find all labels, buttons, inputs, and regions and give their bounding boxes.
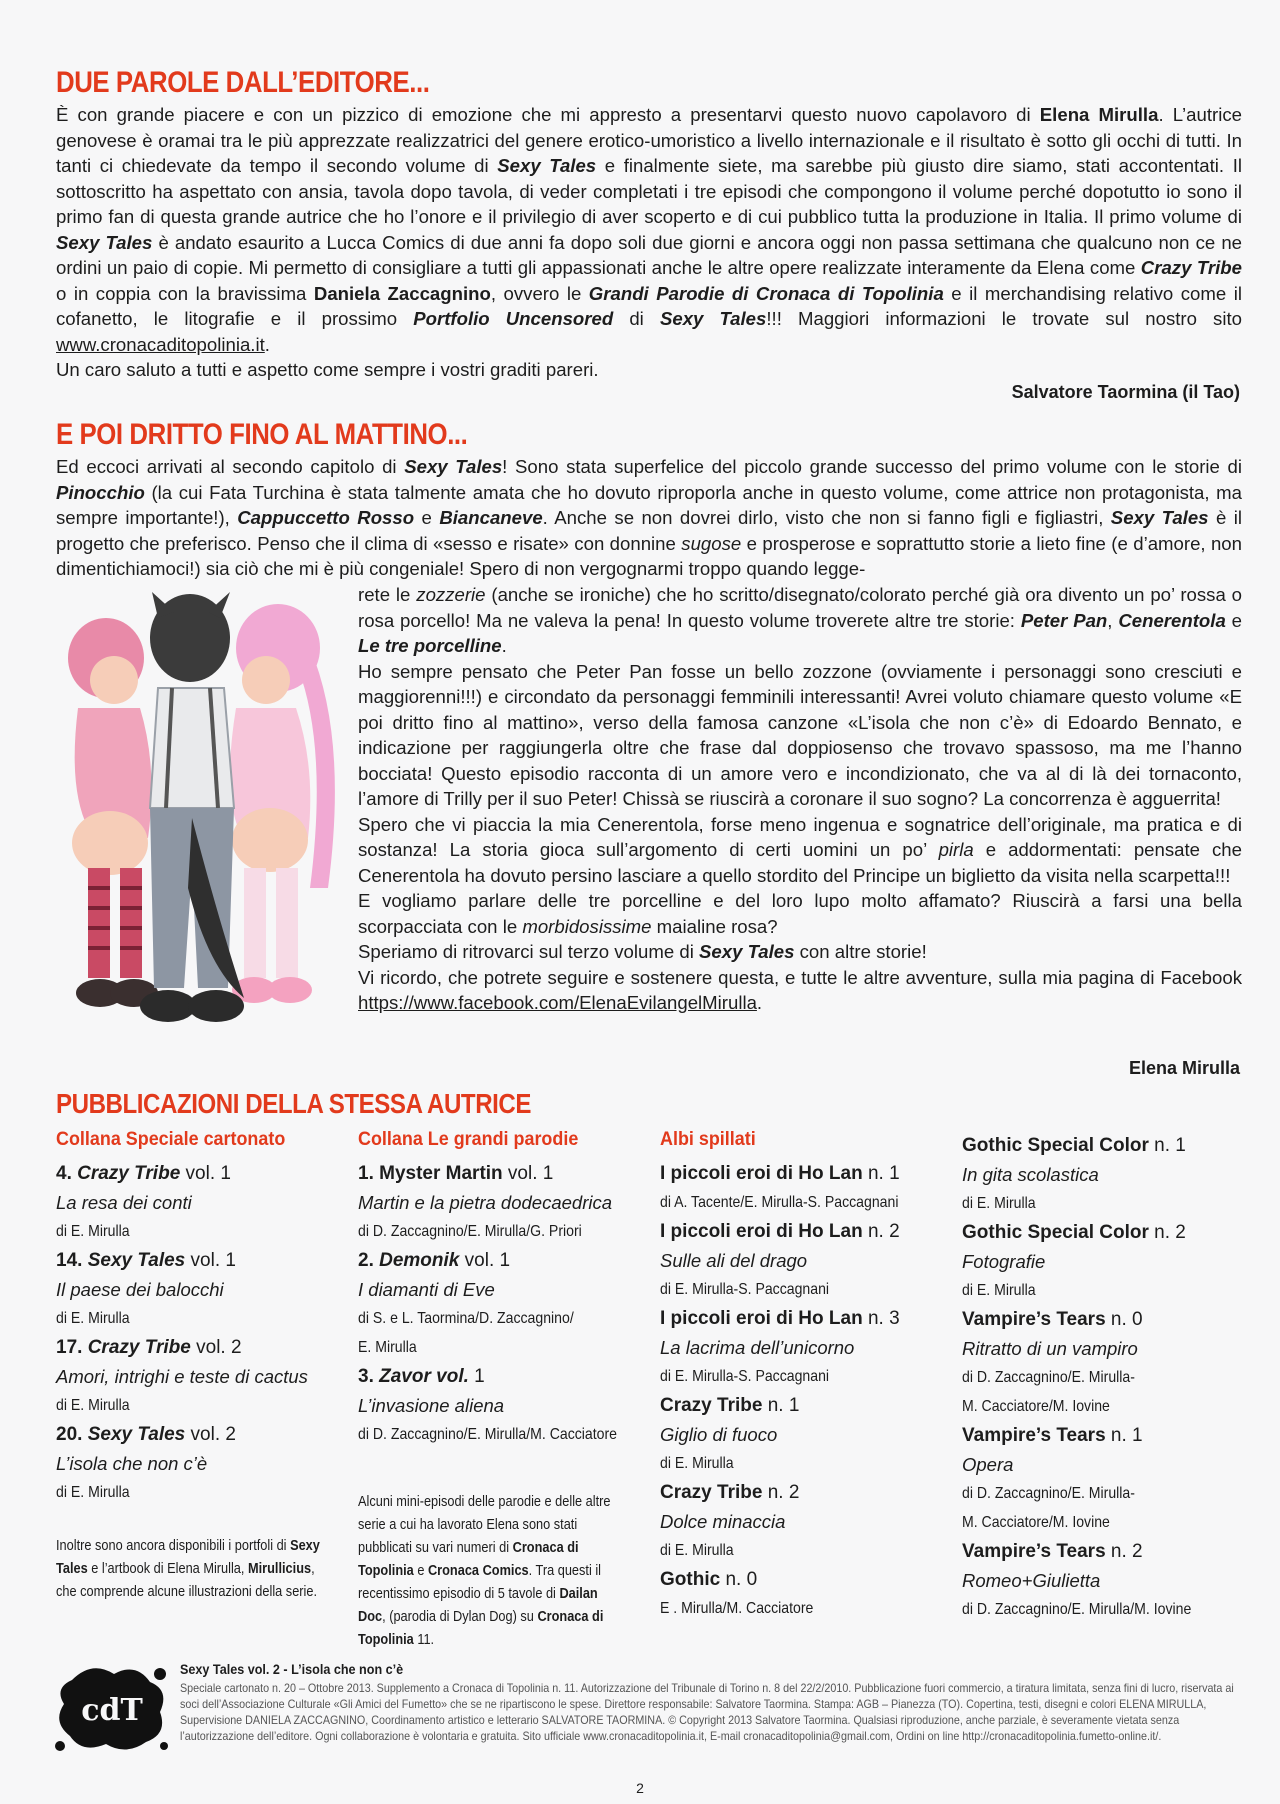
publication-entry bbox=[962, 1305, 1232, 1421]
text-run: con altre storie! bbox=[794, 941, 927, 962]
publication-volume: vol. 1 bbox=[502, 1163, 554, 1184]
publication-title bbox=[660, 1565, 930, 1594]
text-run: Ed eccoci arrivati al secondo capitolo di bbox=[56, 456, 405, 477]
publication-entry bbox=[358, 1362, 628, 1449]
publication-authors: di E. Mirulla-S. Paccagnani bbox=[660, 1281, 830, 1298]
text-run: o in coppia con la bravissima bbox=[56, 282, 314, 304]
publication-volume: 1 bbox=[468, 1366, 485, 1387]
column-title: Collana Speciale cartonato bbox=[56, 1128, 286, 1150]
publication-authors: di E. Mirulla bbox=[56, 1223, 130, 1240]
publication-name: Vampire’s Tears bbox=[962, 1541, 1106, 1562]
publication-authors: di E. Mirulla bbox=[56, 1484, 130, 1501]
author-signature: Elena Mirulla bbox=[1128, 1058, 1240, 1078]
publication-volume: n. 2 bbox=[1105, 1541, 1143, 1562]
text-run: Cronaca Comics bbox=[427, 1563, 529, 1579]
publication-entry bbox=[660, 1304, 930, 1391]
text-run: e bbox=[1225, 609, 1242, 631]
publication-title bbox=[660, 1217, 930, 1246]
author-main-text bbox=[358, 582, 1242, 1016]
text-run: E vogliamo parlare delle tre porcelline e del loro lupo molto affamato? Riuscirà a farsi una bella scorpacciata con le bbox=[358, 890, 1242, 937]
left-girl-body bbox=[72, 811, 148, 875]
publication-name: Zavor vol. bbox=[379, 1366, 469, 1387]
publication-number: 2. bbox=[358, 1250, 380, 1271]
publication-authors: di E. Mirulla bbox=[962, 1195, 1036, 1212]
publication-subtitle: In gita scolastica bbox=[962, 1164, 1099, 1185]
pub-column-2 bbox=[358, 1128, 628, 1652]
publication-title bbox=[962, 1537, 1232, 1566]
text-run: Sexy Tales bbox=[659, 308, 767, 329]
publication-volume: vol. 2 bbox=[185, 1424, 236, 1445]
publication-entry bbox=[660, 1478, 930, 1565]
author-intro-text bbox=[56, 454, 1242, 582]
text-run: . bbox=[264, 333, 270, 355]
author-heading: E POI DRITTO FINO AL MATTINO... bbox=[56, 418, 468, 451]
publication-subtitle: Dolce minaccia bbox=[660, 1511, 786, 1532]
cartoon-illustration bbox=[48, 588, 348, 1048]
text-run: morbidosissime bbox=[522, 915, 652, 937]
column-note bbox=[358, 1491, 622, 1652]
publication-title bbox=[962, 1131, 1232, 1160]
right-girl-shoe bbox=[268, 977, 312, 1003]
publication-entry bbox=[962, 1131, 1232, 1218]
publication-volume: n. 1 bbox=[862, 1163, 900, 1184]
text-run: !!! Maggiori informazioni le trovate sul nostro sito bbox=[766, 308, 1242, 329]
text-run: . Tra questi il recentissimo episodio di 5 tavole di bbox=[358, 1563, 602, 1602]
author-paragraph-4 bbox=[358, 888, 1242, 939]
text-run: Dailan Doc bbox=[358, 1586, 598, 1625]
text-run: Grandi Parodie di Cronaca di Topolinia bbox=[588, 282, 944, 304]
column-title: Collana Le grandi parodie bbox=[358, 1128, 579, 1150]
publication-name: Gothic Special Color bbox=[962, 1135, 1149, 1156]
text-run: Elena Mirulla bbox=[1039, 104, 1159, 125]
publication-name: Vampire’s Tears bbox=[962, 1425, 1106, 1446]
text-run: Daniela Zaccagnino bbox=[313, 282, 491, 304]
wolf-shirt bbox=[150, 688, 234, 808]
text-run: rete le bbox=[358, 584, 417, 605]
publication-entry bbox=[962, 1218, 1232, 1305]
publication-title bbox=[358, 1362, 628, 1391]
publication-volume: vol. 1 bbox=[180, 1163, 231, 1184]
text-run: Spero che vi piaccia la mia Cenerentola, forse meno ingenua e sognatrice dell’originale, ma pratica e di sostanza! La storia gioca sull’argomento di certi uomini un po’ bbox=[358, 813, 1242, 860]
text-run: pirla bbox=[938, 839, 974, 860]
author-paragraph-1 bbox=[56, 454, 1242, 582]
publication-entry bbox=[56, 1420, 326, 1507]
text-run: e prosperose e soprattutto storie a lieto fine (e d’amore, non dimentichiamoci!) sia ciò che mi è più congeniale! Spero di non vergognarmi troppo quando legge- bbox=[56, 532, 1242, 579]
logo-splat-icon bbox=[52, 1660, 172, 1754]
publication-title bbox=[358, 1159, 628, 1188]
publication-title bbox=[660, 1478, 930, 1507]
publication-entry bbox=[660, 1391, 930, 1478]
publication-number: 20. bbox=[56, 1424, 88, 1445]
publication-authors: M. Cacciatore/M. Iovine bbox=[962, 1514, 1110, 1531]
publication-authors: di E. Mirulla bbox=[56, 1397, 130, 1414]
text-run: , che comprende alcune illustrazioni della serie. bbox=[56, 1561, 318, 1600]
publication-entry bbox=[962, 1537, 1232, 1624]
text-run: . Anche se non dovrei dirlo, visto che non si fanno figli e figliastri, bbox=[542, 507, 1111, 528]
publication-number: 1. bbox=[358, 1163, 380, 1184]
publication-volume: n. 2 bbox=[862, 1221, 900, 1242]
publication-number: 14. bbox=[56, 1250, 88, 1271]
editor-heading: DUE PAROLE DALL’EDITORE... bbox=[56, 66, 430, 99]
text-run: è il progetto che preferisco. Penso che il clima di «sesso e risate» con donnine bbox=[56, 507, 1242, 554]
publication-entry bbox=[660, 1565, 930, 1623]
publication-entry bbox=[660, 1159, 930, 1217]
text-run: Inoltre sono ancora disponibili i portfoli di bbox=[56, 1538, 291, 1554]
text-run: , bbox=[1107, 609, 1119, 631]
publication-subtitle: L’isola che non c’è bbox=[56, 1453, 208, 1474]
text-run: maialine rosa? bbox=[651, 915, 778, 937]
colophon-text: Speciale cartonato n. 20 – Ottobre 2013. Supplemento a Cronaca di Topolinia n. 11. Autorizzazione del Tribunale di Torino n. 8 del 22/2/2010. Pubblicazione fuori commercio, a tiratura limitata, senza fini di lucro, riservata ai soci dell’Associazione Culturale «Gli Amici del Fumetto» che se ne ripartiscono le spese. Direttore responsabile: Salvatore Taormina. Stampa: AGB – Pianezza (TO). Copertina, testi, disegni e colori ELENA MIRULLA, Supervisione DANIELA ZACCAGNINO, Coordinamento artistico e letterario SALVATORE TAORMINA. © Copyright 2013 Salvatore Taormina. Qualsiasi riproduzione, anche parziale, è severamente vietata senza l’autorizzazione dell’editore. Ogni collaborazione è volontaria e gratuita. Sito ufficiale www.cronacaditopolinia.it, E-mail cronacaditopolinia@gmail.com, Ordini on line http://cronacaditopolinia.fumetto-online.it/. bbox=[180, 1682, 1234, 1743]
publication-authors: di S. e L. Taormina/D. Zaccagnino/ bbox=[358, 1310, 574, 1327]
publication-authors: di A. Tacente/E. Mirulla-S. Paccagnani bbox=[660, 1194, 899, 1211]
text-run: Biancaneve bbox=[439, 507, 543, 528]
publication-subtitle: Ritratto di un vampiro bbox=[962, 1338, 1138, 1359]
publication-entry bbox=[56, 1159, 326, 1246]
publication-entry bbox=[358, 1159, 628, 1246]
text-run: Vi ricordo, che potrete seguire e sostenere questa, e tutte le altre avventure, sulla mia pagina di Facebook bbox=[358, 966, 1242, 988]
publication-title bbox=[56, 1333, 326, 1362]
link-text[interactable]: www.cronacaditopolinia.it bbox=[56, 333, 265, 355]
publication-subtitle: I diamanti di Eve bbox=[358, 1279, 495, 1300]
right-girl-leg bbox=[244, 868, 266, 978]
publication-title bbox=[358, 1246, 628, 1275]
text-run: Alcuni mini-episodi delle parodie e delle altre serie a cui ha lavorato Elena sono stati pubblicati su vari numeri di bbox=[358, 1494, 611, 1556]
publication-volume: n. 3 bbox=[862, 1308, 900, 1329]
text-run: Cronaca di Topolinia bbox=[358, 1609, 604, 1648]
publication-number: 4. bbox=[56, 1163, 78, 1184]
author-paragraph-3 bbox=[358, 812, 1242, 889]
publication-authors: di D. Zaccagnino/E. Mirulla/M. Iovine bbox=[962, 1601, 1192, 1618]
publication-subtitle: L’invasione aliena bbox=[358, 1395, 505, 1416]
publication-title bbox=[962, 1218, 1232, 1247]
wolf-boot bbox=[188, 990, 244, 1022]
publication-subtitle: Romeo+Giulietta bbox=[962, 1570, 1101, 1591]
text-run: Le tre porcelline bbox=[358, 635, 502, 656]
text-run: , ovvero le bbox=[490, 282, 589, 304]
text-run: Sexy Tales bbox=[1110, 507, 1209, 528]
publisher-logo bbox=[52, 1660, 172, 1754]
publication-number: 3. bbox=[358, 1366, 380, 1387]
text-run: e bbox=[414, 507, 440, 528]
text-run: (la cui Fata Turchina è stata talmente amata che ho dovuto riproporla anche in questo volume, come attrice non protagonista, ma sempre importante!), bbox=[56, 481, 1242, 528]
editor-signature: Salvatore Taormina (il Tao) bbox=[1011, 382, 1240, 402]
text-run: Sexy Tales bbox=[497, 155, 597, 176]
publication-volume: n. 2 bbox=[762, 1482, 800, 1503]
publication-title bbox=[962, 1421, 1232, 1450]
publication-authors: di E. Mirulla bbox=[660, 1542, 734, 1559]
publication-authors: di E. Mirulla bbox=[56, 1310, 130, 1327]
publication-title bbox=[660, 1391, 930, 1420]
column-note bbox=[56, 1535, 320, 1604]
text-run: e il merchandising relativo come il cofanetto, le litografie e il prossimo bbox=[56, 282, 1242, 329]
pub-column-4 bbox=[962, 1128, 1232, 1624]
pub-column-1 bbox=[56, 1128, 326, 1604]
publication-volume: n. 0 bbox=[720, 1569, 758, 1590]
text-run: È con grande piacere e con un pizzico di emozione che mi appresto a presentarvi questo nuovo capolavoro di bbox=[56, 104, 1040, 125]
publication-name: Gothic bbox=[660, 1569, 721, 1590]
illustration-svg bbox=[48, 588, 348, 1048]
publication-authors: di D. Zaccagnino/E. Mirulla- bbox=[962, 1369, 1135, 1386]
colophon bbox=[180, 1661, 1240, 1745]
text-run: (anche se ironiche) che ho scritto/disegnato/colorato perché già ora divento un po’ rossa o rosa porcello! Ma ne valeva la pena! In questo volume troverete altre tre storie: bbox=[358, 584, 1243, 631]
publication-volume: vol. 2 bbox=[190, 1337, 242, 1358]
author-paragraph-6 bbox=[358, 965, 1242, 1016]
left-girl-leg bbox=[120, 868, 142, 978]
text-run: . L’autrice genovese è oramai tra le più apprezzate realizzatrici del genere erotico-umoristico a livello internazionale e il risultato è sotto gli occhi di tutti. In tanti ci chiedevate da tempo il secondo volume di bbox=[56, 104, 1242, 176]
publication-title bbox=[56, 1246, 326, 1275]
publication-title bbox=[56, 1159, 326, 1188]
publication-entry bbox=[358, 1246, 628, 1362]
column-title: Albi spillati bbox=[660, 1128, 756, 1150]
link-text[interactable]: https://www.facebook.com/ElenaEvilangelMirulla bbox=[358, 992, 757, 1013]
publication-entry bbox=[56, 1333, 326, 1420]
publication-name: I piccoli eroi di Ho Lan bbox=[660, 1163, 863, 1184]
publication-title bbox=[660, 1159, 930, 1188]
publication-authors: E. Mirulla bbox=[358, 1339, 417, 1356]
publication-authors: di D. Zaccagnino/E. Mirulla- bbox=[962, 1485, 1135, 1502]
publication-name: I piccoli eroi di Ho Lan bbox=[660, 1308, 863, 1329]
publication-name: Crazy Tribe bbox=[77, 1163, 181, 1184]
text-run: Sexy Tales bbox=[56, 1538, 320, 1577]
logo-text: cdT bbox=[81, 1693, 143, 1728]
publication-volume: n. 1 bbox=[1105, 1425, 1143, 1446]
publication-volume: n. 1 bbox=[1148, 1135, 1186, 1156]
publication-name: Demonik bbox=[379, 1250, 460, 1271]
publication-volume: n. 2 bbox=[1148, 1222, 1186, 1243]
publication-subtitle: La resa dei conti bbox=[56, 1192, 192, 1213]
publication-subtitle: Amori, intrighi e teste di cactus bbox=[56, 1366, 308, 1387]
publication-name: Gothic Special Color bbox=[962, 1222, 1149, 1243]
publication-authors: di E. Mirulla bbox=[660, 1455, 734, 1472]
author-paragraph-5 bbox=[358, 939, 1242, 965]
text-run: Peter Pan bbox=[1020, 609, 1108, 631]
publication-title bbox=[660, 1304, 930, 1333]
text-run: e bbox=[413, 1563, 428, 1579]
publication-subtitle: Giglio di fuoco bbox=[660, 1424, 778, 1445]
publication-title bbox=[962, 1305, 1232, 1334]
publication-subtitle: Fotografie bbox=[962, 1251, 1046, 1272]
text-run: e finalmente siete, ma sarebbe più giusto dire siamo, stati accontentati. Il sottoscritto ha aspettato con ansia, tavola dopo tavola, di veder completati i tre episodi che compongono il volume perché dopotutto io sono il primo fan di questa grande autrice che ho l’onore e il privilegio di aver scoperto e di cui pubblico tutta la produzione in Italia. Il primo volume di bbox=[56, 155, 1242, 227]
text-run: e l’artbook di Elena Mirulla, bbox=[87, 1561, 248, 1577]
text-run: , (parodia di Dylan Dog) su bbox=[382, 1609, 538, 1625]
text-run: sugose bbox=[681, 532, 742, 554]
publication-subtitle: Il paese dei balocchi bbox=[56, 1279, 224, 1300]
editor-paragraph-1 bbox=[56, 102, 1242, 357]
text-run: Mirullicius bbox=[247, 1561, 312, 1577]
editor-paragraph-2: Un caro saluto a tutti e aspetto come sempre i vostri graditi pareri. bbox=[56, 359, 599, 380]
text-run: è andato esaurito a Lucca Comics di due anni fa dopo soli due giorni e ancora oggi non passa settimana che qualcuno non ce ne ordini un paio di copie. Mi permetto di consigliare a tutti gli appassionati anche le altre opere realizzate interamente da Elena come bbox=[56, 231, 1243, 278]
editor-text bbox=[56, 102, 1242, 383]
publication-volume: n. 0 bbox=[1105, 1309, 1143, 1330]
text-run: Portfolio Uncensored bbox=[413, 308, 614, 329]
publication-name: Crazy Tribe bbox=[87, 1337, 191, 1358]
publication-name: Myster Martin bbox=[379, 1163, 503, 1184]
publication-name: I piccoli eroi di Ho Lan bbox=[660, 1221, 863, 1242]
publication-subtitle: Sulle ali del drago bbox=[660, 1250, 808, 1271]
publication-title bbox=[56, 1420, 326, 1449]
text-run: Cenerentola bbox=[1118, 609, 1226, 631]
text-run: Sexy Tales bbox=[699, 941, 795, 962]
publications-heading: PUBBLICAZIONI DELLA STESSA AUTRICE bbox=[56, 1088, 532, 1119]
publication-volume: vol. 1 bbox=[185, 1250, 236, 1271]
publication-subtitle: Opera bbox=[962, 1454, 1014, 1475]
text-run: . bbox=[501, 635, 507, 656]
text-run: Crazy Tribe bbox=[1140, 257, 1242, 278]
publication-subtitle: La lacrima dell’unicorno bbox=[660, 1337, 855, 1358]
text-run: e addormentati: pensate che Cenerentola ha dovuto persino lasciare a quello stordito del Principe un biglietto da visita nella scarpetta!!! bbox=[358, 839, 1242, 886]
publication-entry bbox=[56, 1246, 326, 1333]
text-run: Cappuccetto Rosso bbox=[237, 507, 415, 528]
text-run: Pinocchio bbox=[56, 481, 145, 503]
text-run: Sexy Tales bbox=[56, 231, 153, 253]
publication-authors: di D. Zaccagnino/E. Mirulla/M. Cacciatore bbox=[358, 1426, 618, 1443]
publication-entry bbox=[660, 1217, 930, 1304]
publication-volume: n. 1 bbox=[762, 1395, 800, 1416]
publication-name: Sexy Tales bbox=[87, 1424, 186, 1445]
wolf-boot bbox=[140, 990, 196, 1022]
text-run: Sexy Tales bbox=[404, 456, 503, 477]
colophon-title: Sexy Tales vol. 2 - L’isola che non c’è bbox=[180, 1661, 404, 1677]
publication-authors: di E. Mirulla bbox=[962, 1282, 1036, 1299]
publication-entry bbox=[962, 1421, 1232, 1537]
text-run: ! Sono stata superfelice del piccolo grande successo del primo volume con le storie di bbox=[502, 456, 1243, 477]
publication-authors: M. Cacciatore/M. Iovine bbox=[962, 1398, 1110, 1415]
right-girl-body bbox=[232, 808, 308, 872]
text-run: 11. bbox=[413, 1632, 435, 1648]
text-run: di bbox=[613, 308, 660, 329]
publication-number: 17. bbox=[56, 1337, 88, 1358]
publication-volume: vol. 1 bbox=[459, 1250, 511, 1271]
author-paragraph-1-cont bbox=[358, 582, 1242, 659]
right-girl-face bbox=[242, 656, 290, 704]
publication-name: Sexy Tales bbox=[87, 1250, 186, 1271]
text-run: Cronaca di Topolinia bbox=[358, 1540, 579, 1579]
text-run: . bbox=[756, 992, 763, 1013]
publication-name: Crazy Tribe bbox=[660, 1482, 763, 1503]
publication-authors: di D. Zaccagnino/E. Mirulla/G. Priori bbox=[358, 1223, 582, 1240]
left-girl-face bbox=[90, 656, 138, 704]
publication-subtitle: Martin e la pietra dodecaedrica bbox=[358, 1192, 613, 1213]
left-girl-leg bbox=[88, 868, 110, 978]
text-run: zozzerie bbox=[416, 584, 486, 605]
author-paragraph-2: Ho sempre pensato che Peter Pan fosse un bello zozzone (ovviamente i personaggi sono cresciuti e maggiorenni!!!) e circondato da personaggi femminili interessanti! Avrei voluto chiamare questo volume «E poi dritto fino al mattino», verso della famosa canzone «L’isola che non c’è» di Edoardo Bennato, e indicazione per raggiungerla oltre che frase dal doppiosenso che trovavo spassoso, ma me l’hanno bocciata! Questo episodio racconta di un amore vero e incondizionato, che va al di là dei tornaconto, l’amore di Trilly per il suo Peter! Chissà se riuscirà a coronare il suo sogno? La concorrenza è agguerrita! bbox=[358, 660, 1242, 809]
publication-authors: di E. Mirulla-S. Paccagnani bbox=[660, 1368, 830, 1385]
pub-column-3 bbox=[660, 1128, 930, 1623]
right-girl-leg bbox=[276, 868, 298, 978]
page-number: 2 bbox=[636, 1780, 644, 1796]
publication-name: Vampire’s Tears bbox=[962, 1309, 1106, 1330]
publication-name: Crazy Tribe bbox=[660, 1395, 763, 1416]
publication-authors: E . Mirulla/M. Cacciatore bbox=[660, 1600, 814, 1617]
text-run: Speriamo di ritrovarci sul terzo volume di bbox=[358, 941, 700, 962]
